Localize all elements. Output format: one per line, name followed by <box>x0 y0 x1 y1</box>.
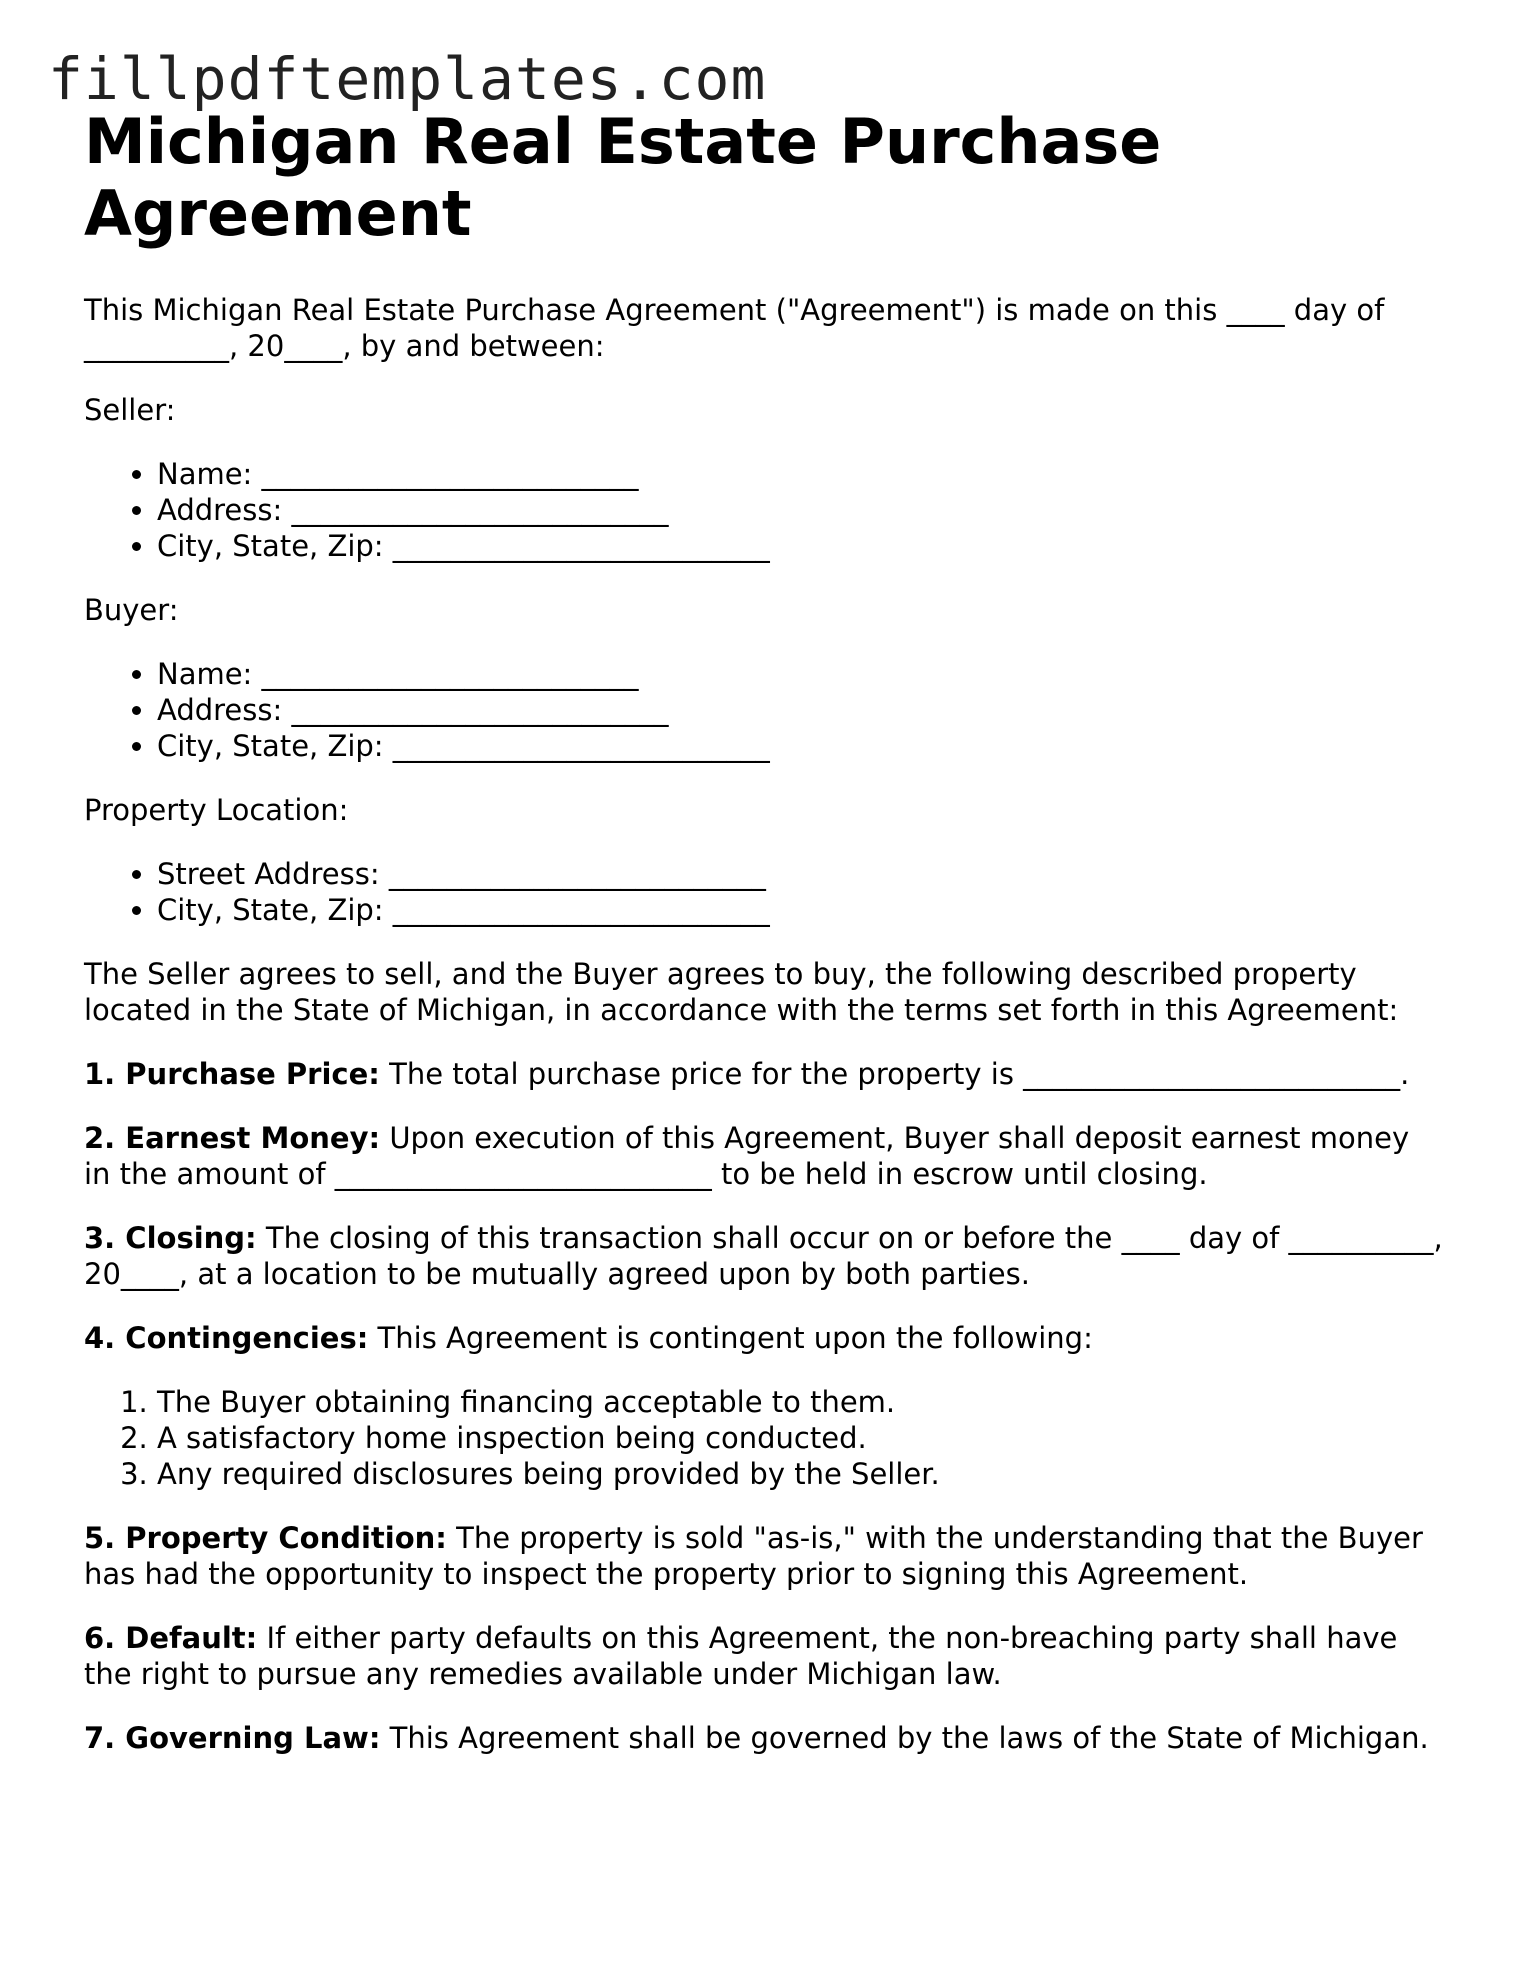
seller-fields <box>84 456 1444 564</box>
property-location-label: Property Location: <box>84 793 349 827</box>
section-heading: 4. Contingencies: <box>84 1321 369 1355</box>
contingency-item: 1. The Buyer obtaining financing acceptable to them. <box>157 1384 1444 1420</box>
page-title: Michigan Real Estate Purchase Agreement <box>84 105 1162 250</box>
seller-label: Seller: <box>84 393 176 427</box>
section-heading: 2. Earnest Money: <box>84 1121 381 1155</box>
seller-name-field: • Name: __________________________ <box>157 456 1444 492</box>
section-contingencies <box>84 1320 1444 1356</box>
section-property-condition <box>84 1520 1444 1592</box>
section-text: The total purchase price for the property is __________________________. <box>379 1057 1410 1091</box>
section-default <box>84 1620 1444 1692</box>
section-text: Upon execution of this Agreement, Buyer shall deposit earnest money in the amount of __________________________ to be held in escrow until closing. <box>84 1121 1410 1191</box>
section-text: This Agreement is contingent upon the following: <box>368 1321 1093 1355</box>
contingency-item: 2. A satisfactory home inspection being conducted. <box>157 1420 1444 1456</box>
section-governing-law <box>84 1720 1444 1756</box>
section-purchase-price <box>84 1056 1444 1092</box>
section-earnest-money <box>84 1120 1444 1192</box>
section-heading: 6. Default: <box>84 1621 258 1655</box>
site-watermark: fillpdftemplates.com <box>48 45 767 113</box>
contingency-item: 3. Any required disclosures being provided by the Seller. <box>157 1456 1444 1492</box>
buyer-fields <box>84 656 1444 764</box>
section-heading: 3. Closing: <box>84 1221 257 1255</box>
section-text: If either party defaults on this Agreement, the non-breaching party shall have the right to pursue any remedies available under Michigan law. <box>84 1621 1398 1691</box>
property-city-state-zip-field: • City, State, Zip: __________________________ <box>157 892 1444 928</box>
agreement-statement: The Seller agrees to sell, and the Buyer agrees to buy, the following described property located in the State of Michigan, in accordance with the terms set forth in this Agreement: <box>84 957 1399 1027</box>
section-text: The property is sold "as-is," with the understanding that the Buyer has had the opportunity to inspect the property prior to signing this Agreement. <box>84 1521 1423 1591</box>
section-closing <box>84 1220 1444 1292</box>
property-fields <box>84 856 1444 928</box>
section-heading: 7. Governing Law: <box>84 1721 381 1755</box>
section-heading: 1. Purchase Price: <box>84 1057 380 1091</box>
buyer-label: Buyer: <box>84 593 179 627</box>
contingencies-list <box>84 1384 1444 1492</box>
seller-city-state-zip-field: • City, State, Zip: __________________________ <box>157 528 1444 564</box>
seller-address-field: • Address: __________________________ <box>157 492 1444 528</box>
section-heading: 5. Property Condition: <box>84 1521 447 1555</box>
intro-paragraph: This Michigan Real Estate Purchase Agreement ("Agreement") is made on this ____ day of __________, 20____, by and between: <box>84 293 1385 363</box>
buyer-name-field: • Name: __________________________ <box>157 656 1444 692</box>
section-text: The closing of this transaction shall occur on or before the ____ day of __________, 20____, at a location to be mutually agreed upon by both parties. <box>84 1221 1443 1291</box>
buyer-address-field: • Address: __________________________ <box>157 692 1444 728</box>
property-street-address-field: • Street Address: __________________________ <box>157 856 1444 892</box>
document-body <box>84 106 1444 1756</box>
section-text: This Agreement shall be governed by the laws of the State of Michigan. <box>380 1721 1429 1755</box>
buyer-city-state-zip-field: • City, State, Zip: __________________________ <box>157 728 1444 764</box>
